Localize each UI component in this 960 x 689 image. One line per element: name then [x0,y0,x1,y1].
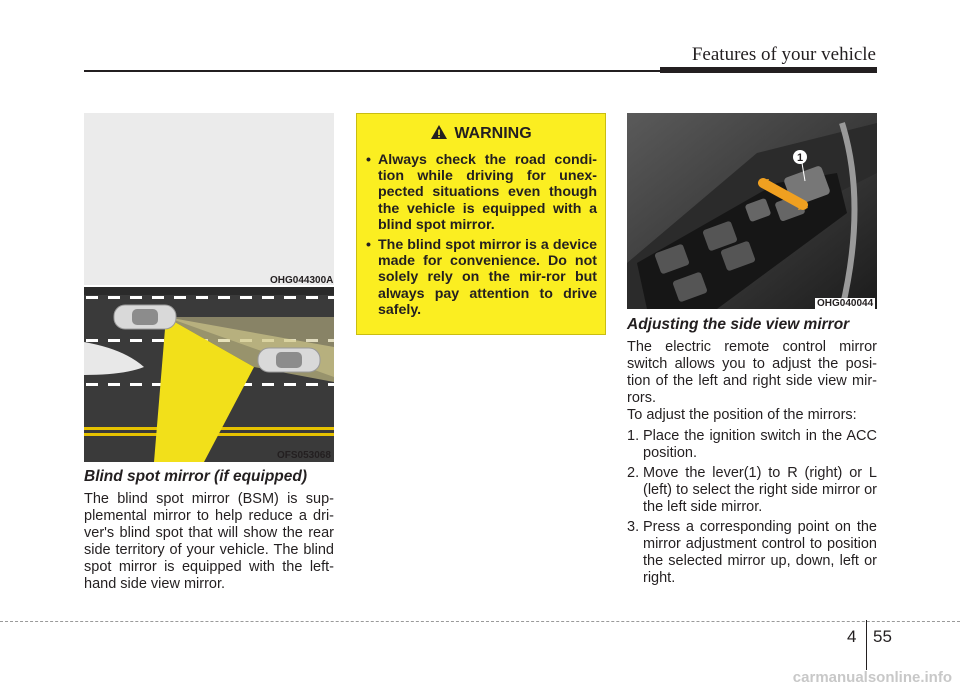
header-rule-accent [660,67,877,73]
figure-caption: OHG044300A [270,275,334,286]
door-panel-image [627,113,877,309]
list-item [627,519,877,587]
watermark: carmanualsonline.info [792,669,952,686]
section-subheading: Adjusting the side view mirror [627,316,850,333]
section-subheading: Blind spot mirror (if equipped) [84,468,308,485]
body-paragraph: To adjust the position of the mirrors: [627,407,857,423]
body-paragraph: The electric remote control mirror switch allows you to adjust the posi-tion of the left and right side view mir-rors. [627,339,877,406]
road-scene-image [84,287,334,462]
warning-item-text: The blind spot mirror is a device made for convenience. Do not solely rely on the mir-ror but always pay attention to drive safely. [378,237,597,318]
page-number-divider [866,620,867,670]
figure-mirror-placeholder [84,113,334,285]
step-text: Move the lever(1) to R (right) or L (left) to select the right side mirror or the left side mirror. [643,465,877,515]
bullet: • [366,237,371,254]
list-item [627,428,877,462]
header-rule [84,70,664,72]
warning-box [356,113,606,335]
body-paragraph: The blind spot mirror (BSM) is sup-plemental mirror to help reduce a dri-ver's blind spot that will show the rear side territory of your vehicle. The blind spot mirror is equipped with the left-hand side view mirror. [84,491,334,592]
running-header: Features of your vehicle [691,44,876,65]
warning-item-text: Always check the road condi-tion while driving for unex-pected situations even though the vehicle is equipped with a blind spot mirror. [378,152,597,233]
bullet: • [366,152,371,168]
callout-number: 1 [796,152,804,164]
left-column [84,468,334,593]
list-item [627,465,877,516]
step-number: 3. [627,519,640,535]
figure-mirror-switch-photo [627,113,877,309]
warning-heading [357,124,605,143]
step-number: 2. [627,465,640,481]
warning-item [366,152,597,233]
warning-item [366,237,597,318]
warning-list [366,152,597,322]
step-text: Place the ignition switch in the ACC position. [643,428,877,461]
right-column [627,316,877,587]
section-number: 4 [847,627,857,646]
figure-caption: OFS053068 [277,450,331,461]
warning-icon [430,124,448,140]
figure-blind-spot-illustration [84,287,334,462]
page-number: 55 [873,627,892,646]
step-text: Press a corresponding point on the mirror adjustment control to position the selected mirror up, down, left or right. [643,519,877,586]
figure-caption: OHG040044 [817,298,874,309]
step-number: 1. [627,428,640,444]
footer-rule [0,621,960,622]
warning-title: WARNING [454,125,532,142]
